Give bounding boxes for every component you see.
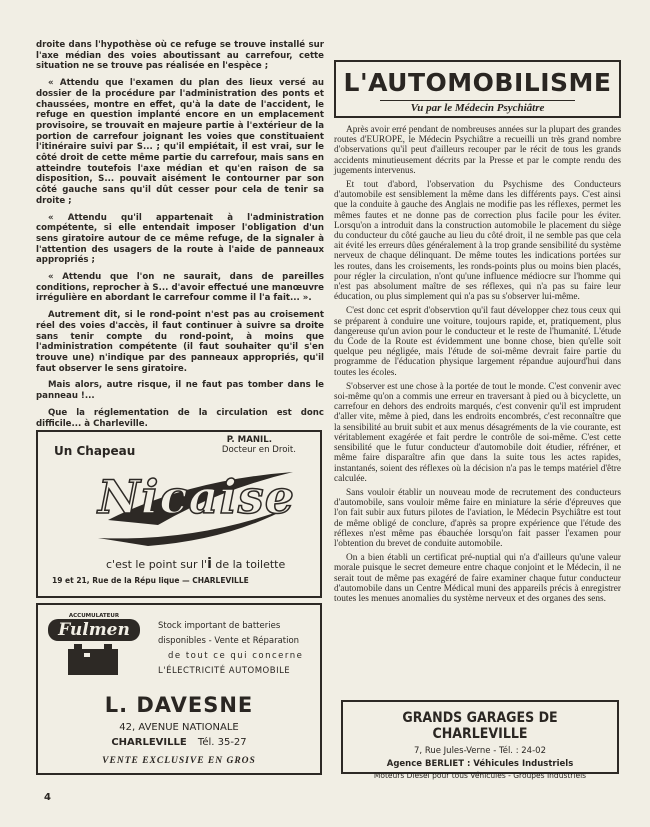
davesne-address: 42, AVENUE NATIONALE	[119, 722, 239, 733]
legal-paragraph-2: « Attendu que l'examen du plan des lieux versé au dossier de la procédure par l'administration des ponts et chaussées, montre en effet, qu'à la date de l'accident, le refuge en question implanté encore en un emplacement provisoire, se trouvait en majeure partie à l'extérieur de la portion de carrefour joignant les voies que constituaient l'itinéraire suivi par S... ; qu'il empiétait, il est vrai, sur le côté droit de cette même partie du carrefour, mais sans en atteindre toutefois l'axe médian et qu'en raison de sa disposition, S... pouvait aisément le contourner par son côté gauche sans qu'il dût cesser pour cela de tenir sa droite ;	[36, 78, 324, 206]
legal-paragraph-1: droite dans l'hypothèse où ce refuge se trouve installé sur l'axe médian des voies aboutissant au carrefour, cette situation ne se trouve pas réalisée en l'espèce ;	[36, 40, 324, 72]
davesne-name: L. DAVESNE	[104, 693, 254, 717]
garages-address: 7, Rue Jules-Verne - Tél. : 24-02	[414, 746, 546, 756]
nicaise-slogan	[106, 556, 285, 572]
davesne-city-line	[38, 737, 320, 748]
legal-paragraph-3: « Attendu qu'il appartenait à l'administration compétente, si elle entendait imposer l'obligation d'un sens giratoire autour de ce même refuge, de la signaler à l'attention des usagers de la route à l'aide de panneaux appropriés ;	[36, 212, 324, 266]
davesne-line-2: disponibles - Vente et Réparation	[158, 636, 300, 646]
slogan-i: i	[207, 556, 212, 572]
legal-paragraph-6: Mais alors, autre risque, il ne faut pas tomber dans le panneau !...	[36, 380, 324, 402]
legal-paragraph-5: Autrement dit, si le rond-point n'est pas au croisement réel des voies d'accès, il faut continuer à suivre sa droite sans tenir compte du rond-point, à moins que l'administration compétente (il faut souhaiter qu'il s'en trouve une) n'indique par des panneaux appropriés, qu'il faut observer le sens giratoire.	[36, 310, 324, 374]
legal-paragraph-7: Que la réglementation de la circulation est donc difficile... à Charleville.	[36, 407, 324, 429]
davesne-line-1: Stock important de batteries	[158, 621, 281, 631]
article-paragraph-2: Et tout d'abord, l'observation du Psychisme des Conducteurs d'automobile est sensiblement la même dans les différents pays. C'est ainsi que la conduite à gauche des Anglais ne modifie pas les réflexes, permet les mêmes fautes et ne donne pas de correction plus facile pour les éviter. Lorsqu'on a introduit dans la construction automobile le placement du siège du conducteur du côté gauche au lieu du côté droit, il ne semble pas que cela ait évité les erreurs dûes généralement à la trop grande sensibilité du système nerveux de chaque délinquant. De même toutes les indications portées sur les routes, dans les croisements, les ronds-points plus ou moins bien placés, pour régler la circulation, n'ont qu'une influence médiocre sur l'homme qui n'est pas absolument maître de ses réflexes, qui n'a pas su faire leur éducation, ou plus simplement qui n'a pas su s'observer lui-même.	[334, 180, 621, 303]
fulmen-logo	[48, 613, 140, 673]
nicaise-address: 19 et 21, Rue de la Répu lique — CHARLEVILLE	[52, 576, 249, 585]
davesne-city: CHARLEVILLE	[111, 737, 187, 748]
garages-agency: Agence BERLIET : Véhicules Industriels	[386, 759, 574, 769]
article-paragraph-6: On a bien établi un certificat pré-nuptial qui n'a d'ailleurs qu'une valeur morale puisque le secret demeure entre chaque conjoint et le Médecin, il ne serait tout de même pas exagéré de faire examiner chaque futur conducteur d'automobile dans un Centre Médical muni des appareils précis à enregistrer toutes les menues anomalies du système nerveux et des organes des sens.	[334, 553, 621, 604]
battery-icon	[64, 641, 124, 677]
garages-title: GRANDS GARAGES DE CHARLEVILLE	[402, 710, 558, 742]
garages-motors: Moteurs Diesel pour tous Véhicules - Groupes Industriels	[373, 771, 587, 780]
automobile-article-column	[334, 125, 621, 608]
article-subtitle: Vu par le Médecin Psychiâtre	[380, 100, 575, 114]
grands-garages-ad	[341, 700, 619, 780]
legal-paragraph-4: « Attendu que l'on ne saurait, dans de pareilles conditions, reprocher à S... d'avoir effectué une manœuvre irrégulière en abordant le carrefour comme il l'a fait... ».	[36, 272, 324, 304]
article-title-box	[334, 60, 621, 118]
davesne-phone: Tél. 35-27	[197, 737, 247, 748]
slogan-part-2: de la toilette	[211, 558, 286, 571]
page-number: 4	[44, 792, 51, 803]
fulmen-logo-brand: Fulmen	[48, 619, 140, 641]
article-paragraph-4: S'observer est une chose à la portée de tout le monde. C'est convenir avec soi-même qu'on a commis une erreur en traversant à pied ou à bicyclette, un carrefour en dehors des endroits marqués, c'est convenir qu'il est imprudent d'aller vite, même à pied, dans les endroits encombrés, c'est reconnaître que la sensibilité au bruit subit et aux menus désagréments de la vie courante, est véritablement exagérée et fait perdre le contrôle de soi-même. C'est cette sensibilité que le futur conducteur d'automobile doit étudier, réfréner, et même faire disparaître afin que dans la suite tous les actes rapides, instantanés, soient des réflexes où la décision n'a pas le temps matériel d'être calculée.	[334, 381, 621, 484]
article-paragraph-1: Après avoir erré pendant de nombreuses années sur la plupart des grandes routes d'EUROPE, le Médecin Psychiâtre a recueilli un très grand nombre d'observations qu'il peut d'ailleurs recouper par le récit de tous les grands accidents minutieusement décrits par la Presse et par le compte rendu des jugements intervenus.	[334, 125, 621, 176]
fulmen-logo-top: ACCUMULATEUR	[68, 613, 120, 619]
davesne-tagline: VENTE EXCLUSIVE EN GROS	[102, 756, 256, 766]
article-paragraph-5: Sans vouloir établir un nouveau mode de recrutement des conducteurs d'automobile, sans vouloir même faire en miniature la série d'épreuves que l'on fait subir aux futurs pilotes de l'aviation, le Médecin Psychiâtre est tout de même obligé de conclure, d'après sa propre expérience que l'étude des réflexes n'est même pas ébauchée lorsqu'on fait passer l'examen pour l'obtention du brevet de conduite automobile.	[334, 487, 621, 549]
signature-title: Docteur en Droit.	[221, 445, 296, 456]
davesne-battery-ad	[36, 603, 322, 775]
nicaise-brand-script: Nicaise	[98, 470, 295, 524]
nicaise-hat-ad	[36, 430, 322, 598]
ad-heading: Un Chapeau	[54, 444, 136, 458]
article-paragraph-3: C'est donc cet esprit d'observtion qu'il faut développer chez tous ceux qui se préparent à conduire une voiture, toujours rapide, et, pratiquement, plus dangereuse qu'un avion pour le conducteur et le reste de l'humanité. L'étude du Code de la Route est évidemment une bonne chose, bien qu'elle soit quelque peu négligée, mais l'étude de soi-même devrait faire partie du programme de l'éducation physique largement répandue aujourd'hui dans toutes les écoles.	[334, 306, 621, 378]
article-title: L'AUTOMOBILISME	[343, 68, 612, 97]
legal-article-column	[36, 40, 324, 461]
davesne-line-3: de tout ce qui concerne	[168, 651, 304, 661]
signature-name: P. MANIL.	[226, 435, 272, 446]
davesne-line-4: L'ÉLECTRICITÉ AUTOMOBILE	[158, 666, 291, 676]
slogan-part-1: c'est le point sur l'	[106, 558, 208, 571]
